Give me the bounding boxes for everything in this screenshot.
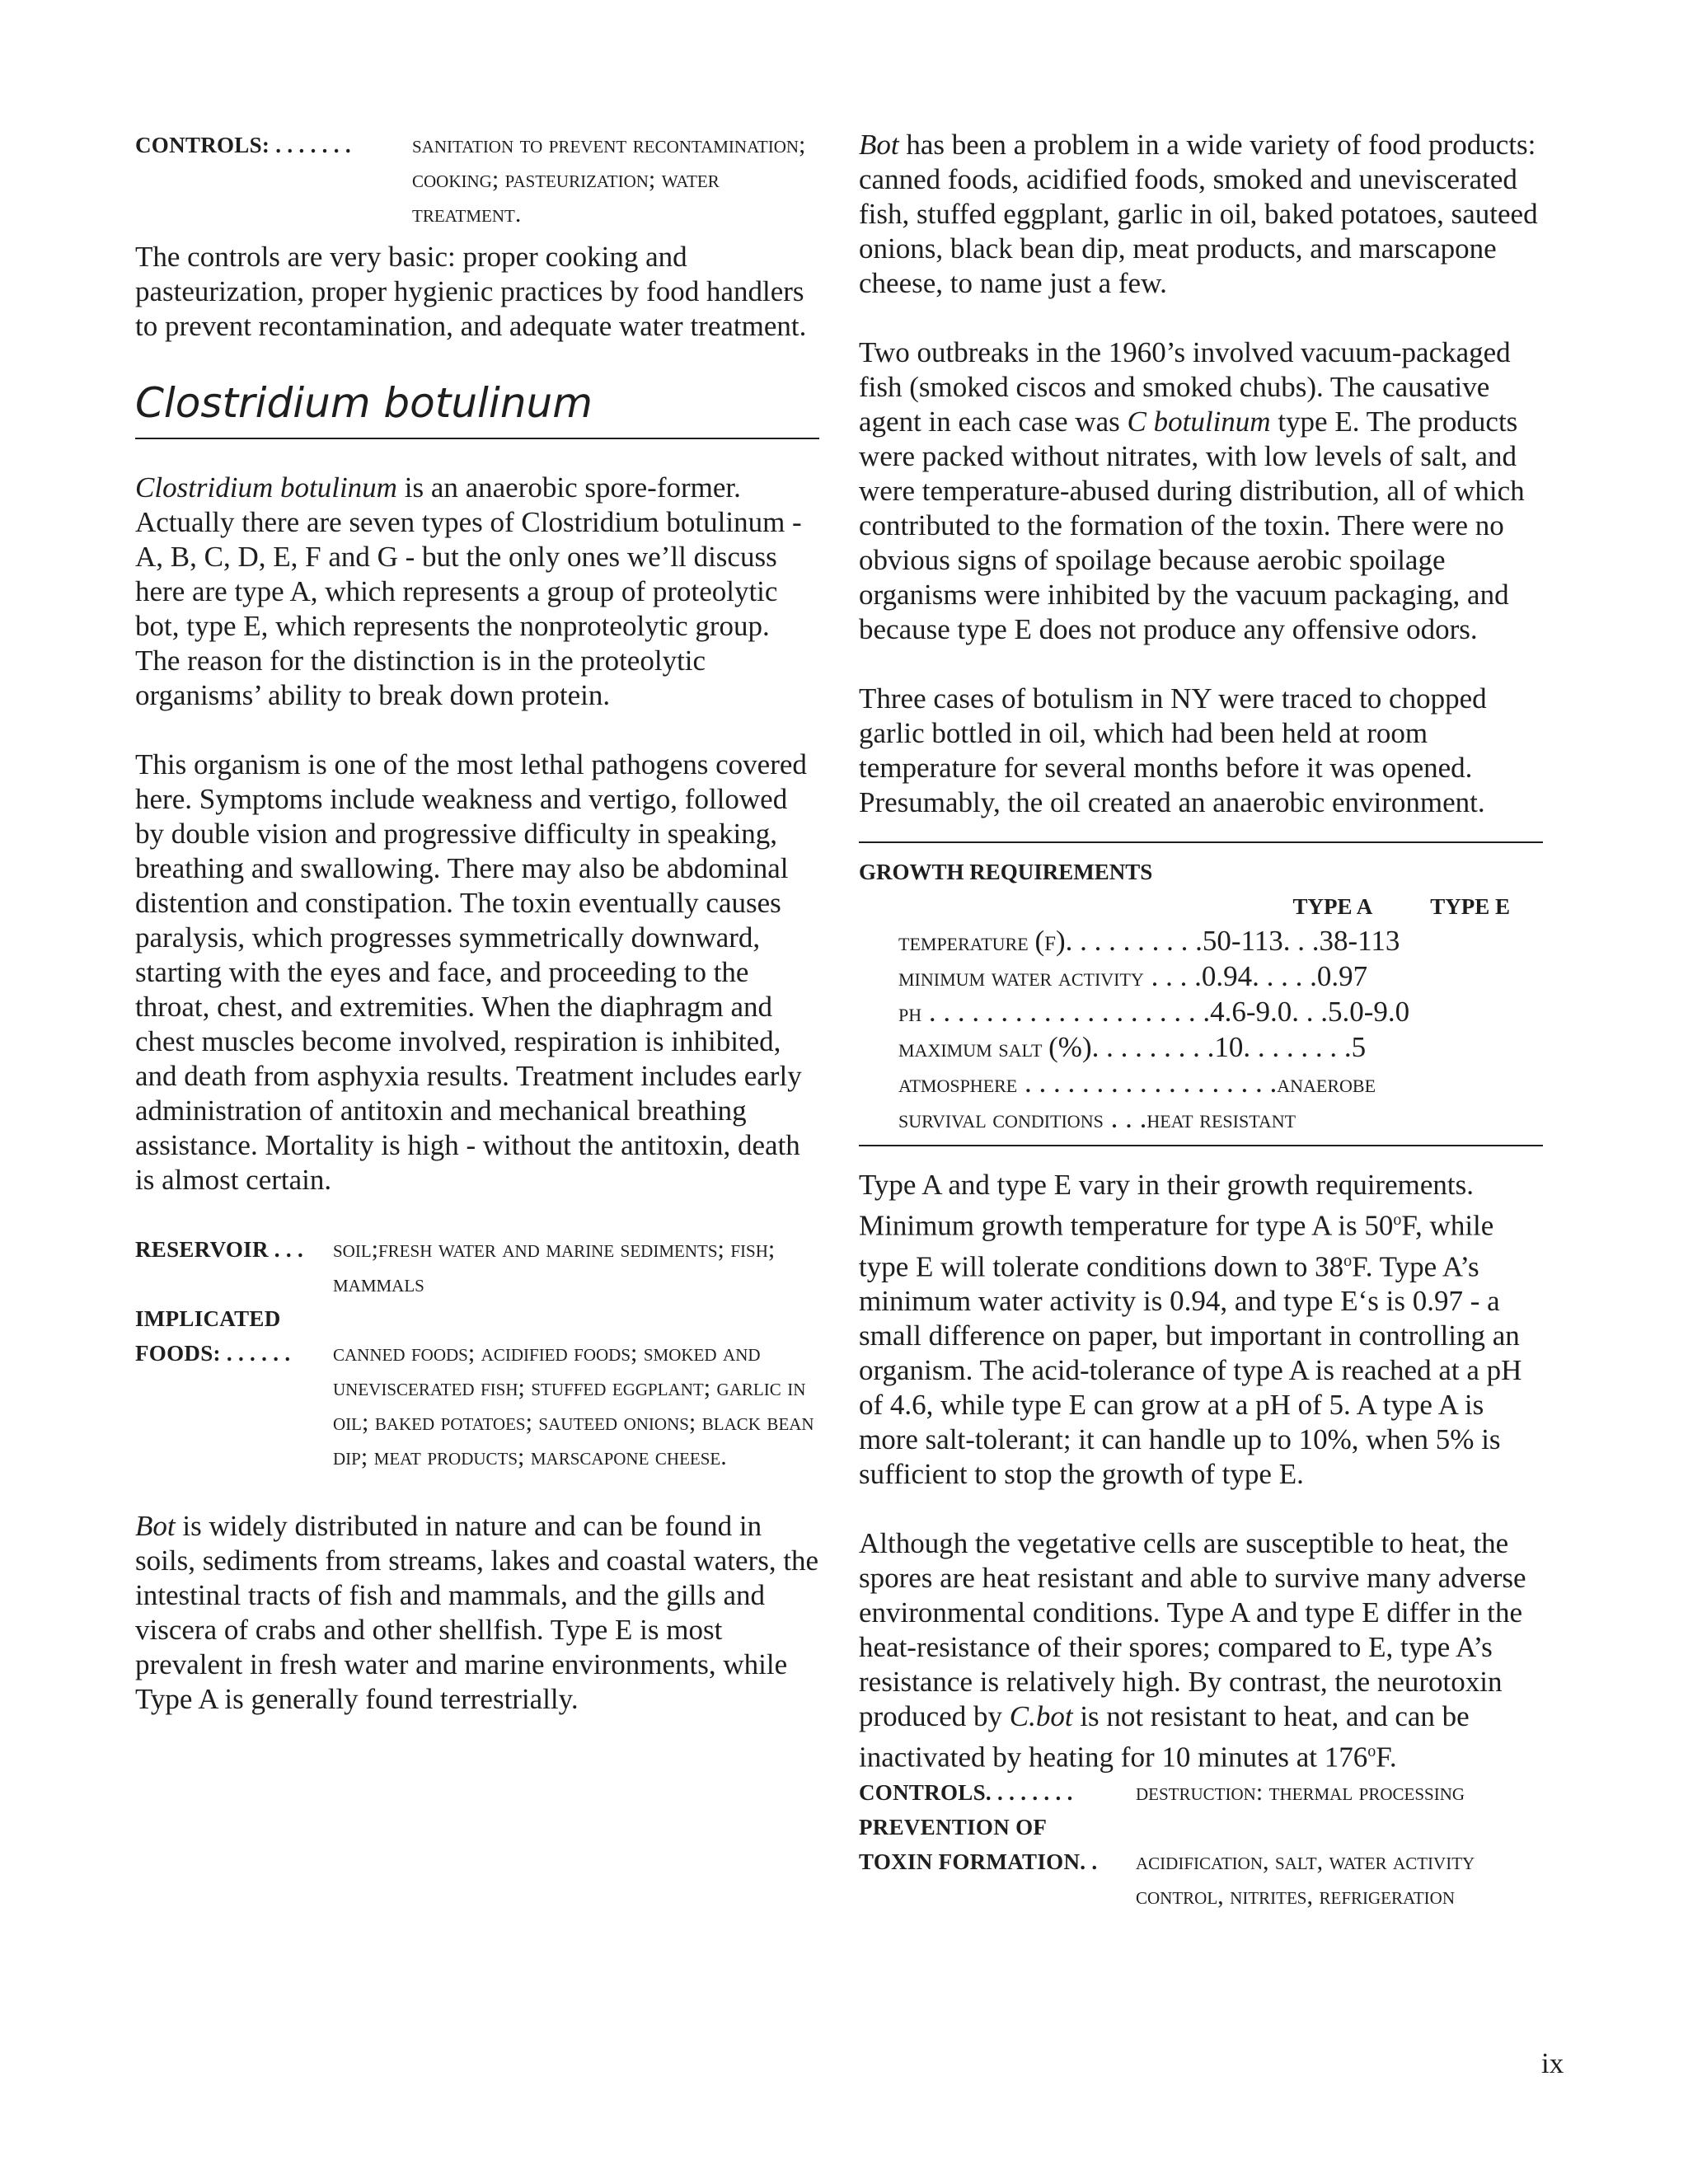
controls-key: CONTROLS: . . . . . . . bbox=[135, 133, 351, 157]
foods-entry bbox=[135, 1336, 819, 1474]
growth-row-type-e: 5 bbox=[1351, 1031, 1367, 1063]
controls-paragraph: The controls are very basic: proper cooking and pasteurization, proper hygienic practices by food handlers to prevent recontamination, and adequate water treatment. bbox=[135, 241, 807, 342]
growth-top-rule bbox=[859, 841, 1543, 843]
growth-row-label: survival conditions bbox=[898, 1104, 1104, 1133]
spores-text-c: F. bbox=[1376, 1741, 1397, 1774]
outbreaks-paragraph bbox=[859, 335, 1543, 647]
req-text-a: Type A and type E vary in their growth requirements. Minimum growth temperature for type A is 50 bbox=[859, 1169, 1474, 1242]
foods-value: canned foods; acidified foods; smoked and uneviscerated fish; stuffed eggplant; garlic in oil; baked potatoes; sauteed onions; black bean dip; meat products; marscapone cheese. bbox=[333, 1339, 814, 1470]
right-column bbox=[859, 128, 1543, 1914]
bot-italic: Bot bbox=[135, 1510, 176, 1542]
growth-row-leader: . . . bbox=[1103, 1102, 1147, 1134]
prevention-label-row bbox=[859, 1810, 1543, 1844]
growth-row-leader: . . . . . . . . . bbox=[1091, 1031, 1215, 1063]
growth-row-type-e: 5.0-9.0 bbox=[1328, 996, 1410, 1028]
growth-title: GROWTH REQUIREMENTS bbox=[859, 860, 1153, 884]
type-e-header: TYPE E bbox=[1430, 894, 1510, 919]
right-controls-value: destruction: thermal processing bbox=[1136, 1778, 1465, 1806]
growth-row-label: ph bbox=[898, 998, 922, 1027]
foods-key: FOODS: . . . . . . bbox=[135, 1341, 291, 1366]
growth-row-leader: . . . . . . . . . . . . . . . . . . bbox=[1017, 1066, 1278, 1099]
spores-paragraph bbox=[859, 1526, 1543, 1775]
growth-row bbox=[898, 959, 1543, 995]
growth-row-type-a: 4.6-9.0 bbox=[1210, 996, 1292, 1028]
intro-paragraph bbox=[135, 471, 819, 713]
controls-value: sanitation to prevent recontamination; cooking; pasteurization; water treatment. bbox=[412, 131, 806, 227]
c-botulinum-italic: C botulinum bbox=[1127, 405, 1271, 438]
growth-row-type-a: anaerobe bbox=[1277, 1069, 1376, 1098]
bot-italic-2: Bot bbox=[859, 129, 899, 161]
outbreaks-text-a: Two outbreaks in the 1960’s involved vacuum-packaged fish (smoked ciscos and smoked chubs). The causative agent in each case was bbox=[859, 336, 1511, 438]
toxin-key: TOXIN FORMATION. . bbox=[859, 1849, 1098, 1874]
section-heading: Clostridium botulinum bbox=[135, 378, 819, 439]
growth-row-unit: (%) bbox=[1048, 1031, 1092, 1063]
implicated-label: IMPLICATED bbox=[135, 1306, 281, 1331]
reservoir-value: soil;fresh water and marine sediments; fish; mammals bbox=[333, 1235, 776, 1297]
intro-text: is an anaerobic spore-former. Actually there are seven types of Clostridium botulinum - A, B, C, D, E, F and G - but the only ones we’ll discuss here are type A, which represents a group of proteolytic bot, type E, which represents the nonproteolytic group. The reason for the distinction is in the proteolytic organisms’ ability to break down protein. bbox=[135, 471, 802, 711]
right-controls-entry bbox=[859, 1775, 1543, 1810]
growth-rows bbox=[859, 924, 1543, 1137]
implicated-label-row bbox=[135, 1301, 819, 1336]
growth-row-label: minimum water activity bbox=[898, 963, 1144, 991]
spores-text-b: is not resistant to heat, and can be inactivated by heating for 10 minutes at 176 bbox=[859, 1700, 1470, 1774]
symptoms-paragraph: This organism is one of the most lethal pathogens covered here. Symptoms include weakness and vertigo, followed by double vision and progressive difficulty in speaking, breathing and swallowing. There may also be abdominal distention and constipation. The toxin eventually causes paralysis, which progresses symmetrically downward, starting with the eyes and face, and proceeding to the throat, chest, and extremities. When the diaphragm and chest muscles become involved, respiration is inhibited, and death from asphyxia results. Treatment includes early administration of antitoxin and mechanical breathing assistance. Mortality is high - without the antitoxin, death is almost certain. bbox=[135, 748, 807, 1196]
growth-row-leader: . . . . . . . . . . . . . . . . . . . . bbox=[921, 996, 1211, 1028]
growth-row-leader-2: . . . . . . . . bbox=[1243, 1031, 1352, 1063]
right-controls-key: CONTROLS. . . . . . . . bbox=[859, 1779, 1073, 1805]
problem-text: has been a problem in a wide variety of food products: canned foods, acidified foods, smoked and uneviscerated fish, stuffed eggplant, garlic in oil, baked potatoes, sauteed onions, black bean dip, meat products, and marscapone cheese, to name just a few. bbox=[859, 129, 1538, 299]
growth-row-type-e: 38-113 bbox=[1319, 925, 1400, 957]
growth-row bbox=[898, 924, 1543, 959]
growth-row-type-a: 0.94 bbox=[1201, 960, 1253, 992]
growth-header bbox=[859, 889, 1543, 924]
growth-row-leader-2: . . . bbox=[1292, 996, 1329, 1028]
left-column bbox=[135, 128, 819, 1751]
growth-row-leader: . . . . . . . . . . bbox=[1065, 925, 1203, 957]
growth-bottom-rule bbox=[859, 1145, 1543, 1146]
page-number: ix bbox=[1541, 2047, 1564, 2079]
req-text-c: F. Type A’s minimum water activity is 0.94, and type E‘s is 0.97 - a small difference on paper, but important in controlling an organism. The acid-tolerance of type A is reached at a pH of 4.6, while type E can grow at a pH of 5. A type A is more salt-tolerant; it can handle up to 10%, when 5% is sufficient to stop the growth of type E. bbox=[859, 1250, 1522, 1491]
growth-row bbox=[898, 1101, 1543, 1137]
prevention-label: PREVENTION OF bbox=[859, 1814, 1048, 1840]
growth-row-label: temperature bbox=[898, 927, 1035, 956]
growth-row-leader: . . . . bbox=[1143, 960, 1202, 992]
degree-sup-1: o bbox=[1393, 1211, 1402, 1229]
growth-row-type-a: 50-113 bbox=[1202, 925, 1283, 957]
req-text-b: F, while type E will tolerate conditions down to 38 bbox=[859, 1209, 1494, 1283]
outbreaks-text-b: type E. The products were packed without nitrates, with low levels of salt, and were temperature-abused during distribution, all of which contributed to the formation of the toxin. There were no obvious signs of spoilage because aerobic spoilage organisms were inhibited by the vacuum packaging, and because type E does not produce any offensive odors. bbox=[859, 405, 1525, 645]
type-a-header: TYPE A bbox=[1292, 894, 1373, 919]
requirements-paragraph bbox=[859, 1168, 1543, 1492]
growth-row bbox=[898, 995, 1543, 1030]
degree-sup-3: o bbox=[1367, 1742, 1376, 1761]
controls-entry bbox=[135, 128, 819, 232]
growth-row-leader-2: . . . . . bbox=[1252, 960, 1317, 992]
spores-text-a: Although the vegetative cells are susceptible to heat, the spores are heat resistant and able to survive many adverse environmental conditions. Type A and type E differ in the heat-resistance of their spores; compared to E, type A’s resistance is relatively high. By contrast, the neurotoxin produced by bbox=[859, 1527, 1526, 1733]
distribution-paragraph bbox=[135, 1509, 819, 1717]
growth-row bbox=[898, 1030, 1543, 1066]
growth-row-label: maximum salt bbox=[898, 1033, 1049, 1062]
growth-row-unit: (f) bbox=[1034, 925, 1066, 957]
distribution-text: is widely distributed in nature and can be found in soils, sediments from streams, lakes and coastal waters, the intestinal tracts of fish and mammals, and the gills and viscera of crabs and other shellfish. Type E is most prevalent in fresh water and marine environments, while Type A is generally found terrestrially. bbox=[135, 1510, 819, 1715]
organism-name-italic: Clostridium botulinum bbox=[135, 471, 397, 504]
c-bot-italic: C.bot bbox=[1009, 1700, 1073, 1733]
growth-row-type-e: 0.97 bbox=[1316, 960, 1368, 992]
degree-sup-2: o bbox=[1343, 1251, 1353, 1270]
growth-row-leader-2: . . . bbox=[1282, 925, 1320, 957]
reservoir-key: RESERVOIR . . . bbox=[135, 1237, 304, 1262]
problem-paragraph bbox=[859, 128, 1543, 301]
reservoir-entry bbox=[135, 1232, 819, 1301]
growth-row-type-a: 10 bbox=[1214, 1031, 1244, 1063]
toxin-entry bbox=[859, 1844, 1543, 1914]
growth-row bbox=[898, 1066, 1543, 1101]
toxin-value: acidification, salt, water activity control, nitrites, refrigeration bbox=[1136, 1847, 1475, 1910]
growth-row-type-a: heat resistant bbox=[1146, 1104, 1296, 1133]
garlic-paragraph: Three cases of botulism in NY were traced to chopped garlic bottled in oil, which had been held at room temperature for several months before it was opened. Presumably, the oil created an anaerobic environment. bbox=[859, 682, 1487, 818]
growth-row-label: atmosphere bbox=[898, 1069, 1018, 1098]
